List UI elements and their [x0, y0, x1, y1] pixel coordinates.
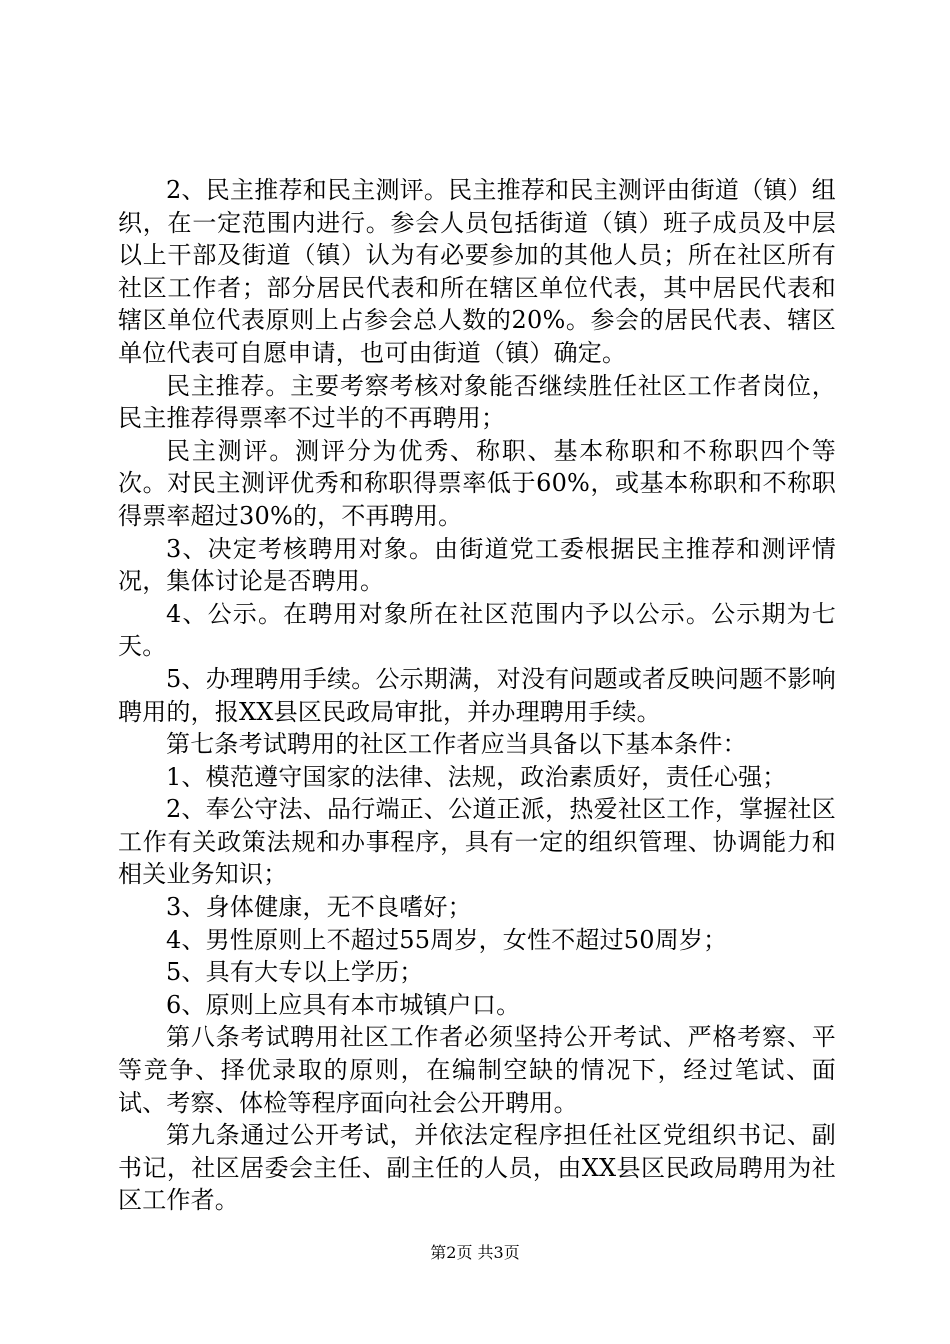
- paragraph-appointment-procedure: 5、办理聘用手续。公示期满，对没有问题或者反映问题不影响聘用的，报XX县区民政局审批，并办理聘用手续。: [118, 664, 836, 726]
- paragraph-democratic-recommendation: 民主推荐。主要考察考核对象能否继续胜任社区工作者岗位，民主推荐得票率不过半的不再聘用；: [118, 371, 836, 433]
- paragraph-condition-3: 3、身体健康，无不良嗜好；: [166, 893, 472, 922]
- paragraph-article-seven: 第七条考试聘用的社区工作者应当具备以下基本条件：: [166, 730, 747, 759]
- paragraph-condition-1: 1、模范遵守国家的法律、法规，政治素质好，责任心强；: [166, 762, 787, 791]
- paragraph-democratic-assessment: 民主测评。测评分为优秀、称职、基本称职和不称职四个等次。对民主测评优秀和称职得票率低于60%，或基本称职和不称职得票率超过30%的，不再聘用。: [118, 436, 836, 530]
- document-body: [118, 174, 836, 1217]
- paragraph-condition-2: 2、奉公守法、品行端正、公道正派，热爱社区工作，掌握社区工作有关政策法规和办事程序，具有一定的组织管理、协调能力和相关业务知识；: [118, 795, 836, 889]
- paragraph-condition-6: 6、原则上应具有本市城镇户口。: [166, 990, 521, 1019]
- paragraph-public-notice: 4、公示。在聘用对象所在社区范围内予以公示。公示期为七天。: [118, 599, 836, 661]
- paragraph-democratic-evaluation: 2、民主推荐和民主测评。民主推荐和民主测评由街道（镇）组织，在一定范围内进行。参会人员包括街道（镇）班子成员及中层以上干部及街道（镇）认为有必要参加的其他人员；所在社区所有社区工作者；部分居民代表和所在辖区单位代表，其中居民代表和辖区单位代表原则上占参会总人数的20%。参会的居民代表、辖区单位代表可自愿申请，也可由街道（镇）确定。: [118, 176, 836, 367]
- paragraph-article-eight: 第八条考试聘用社区工作者必须坚持公开考试、严格考察、平等竞争、择优录取的原则，在编制空缺的情况下，经过笔试、面试、考察、体检等程序面向社会公开聘用。: [118, 1023, 836, 1117]
- paragraph-article-nine: 第九条通过公开考试，并依法定程序担任社区党组织书记、副书记，社区居委会主任、副主任的人员，由XX县区民政局聘用为社区工作者。: [118, 1121, 836, 1215]
- paragraph-decide-appointment: 3、决定考核聘用对象。由街道党工委根据民主推荐和测评情况，集体讨论是否聘用。: [118, 534, 836, 596]
- page-footer: 第2页 共3页: [430, 1243, 520, 1262]
- paragraph-condition-5: 5、具有大专以上学历；: [166, 958, 424, 987]
- paragraph-condition-4: 4、男性原则上不超过55周岁，女性不超过50周岁；: [166, 925, 728, 954]
